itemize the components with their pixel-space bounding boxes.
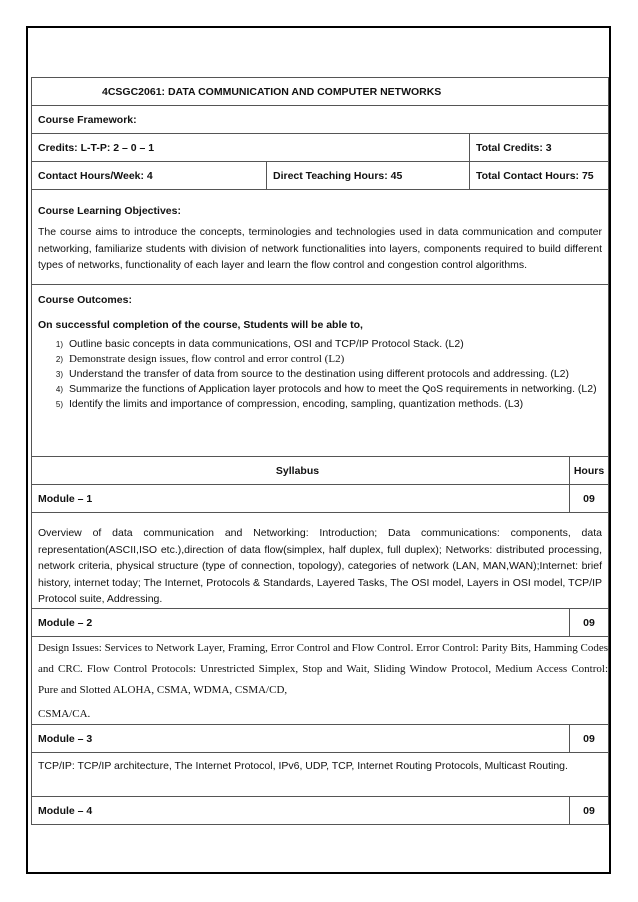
total-contact-hours: Total Contact Hours: 75	[469, 162, 608, 189]
total-credits: Total Credits: 3	[469, 134, 608, 161]
contact-hours-week: Contact Hours/Week: 4	[38, 169, 153, 182]
module-3-row	[31, 725, 609, 753]
module-1-row	[31, 485, 609, 513]
list-item: 5) Identify the limits and importance of compression, encoding, sampling, quantization methods. (L3)	[55, 398, 524, 410]
credits-row	[31, 134, 609, 162]
module-3-content: TCP/IP: TCP/IP architecture, The Internet Protocol, IPv6, UDP, TCP, Internet Routing Protocols, Multicast Routing.	[38, 760, 568, 772]
hours-row	[31, 162, 609, 190]
outcomes-section	[31, 285, 609, 457]
module-3-hours: 09	[569, 725, 608, 752]
module-2-content: Design Issues: Services to Network Layer, Framing, Error Control and Flow Control. Error Control: Parity Bits, Hamming Codes and CRC. Flow Control Protocols: Unrestricted Simplex, Stop and Wait, Sliding Window Protocol, Medium Access Control: Pure and Slotted ALOHA, CSMA, WDMA, CSMA/CD,	[38, 642, 608, 696]
hours-label: Hours	[569, 457, 608, 484]
syllabus-header-row	[31, 457, 609, 485]
direct-teaching-hours: Direct Teaching Hours: 45	[266, 162, 469, 189]
module-3-content-row	[31, 753, 609, 797]
module-2-hours: 09	[569, 609, 608, 636]
module-2-row	[31, 609, 609, 637]
objectives-text: The course aims to introduce the concepts, terminologies and technologies used in data communication and computer networking, familiarize students with division of network functionalities into layers, components required to build different types of networks, functionality of each layer and learn the flow control and congestion control algorithms.	[38, 226, 602, 272]
objectives-heading: Course Learning Objectives:	[38, 205, 181, 217]
outcomes-intro: On successful completion of the course, Students will be able to,	[38, 319, 363, 331]
module-1-content-row	[31, 513, 609, 609]
outcomes-heading: Course Outcomes:	[38, 294, 132, 306]
list-item: 1) Outline basic concepts in data communications, OSI and TCP/IP Protocol Stack. (L2)	[55, 338, 464, 350]
framework-row	[31, 106, 609, 134]
framework-label: Course Framework:	[38, 113, 137, 126]
list-item: 3) Understand the transfer of data from source to the destination using different protocols and addressing. (L2)	[55, 368, 570, 380]
module-2-content-cont: CSMA/CA.	[38, 708, 91, 720]
module-2-title: Module – 2	[38, 616, 93, 629]
module-1-title: Module – 1	[38, 492, 93, 505]
outcomes-list	[32, 337, 608, 412]
objectives-section	[31, 190, 609, 285]
module-1-hours: 09	[569, 485, 608, 512]
course-title-row	[31, 77, 609, 106]
module-3-title: Module – 3	[38, 732, 93, 745]
course-title: 4CSGC2061: DATA COMMUNICATION AND COMPUTER NETWORKS	[102, 85, 442, 98]
module-1-content: Overview of data communication and Networking: Introduction; Data communications: components, data representation(ASCII,ISO etc.),direction of data flow(simplex, half duplex, full duplex); Networks: distributed processing, network criteria, physical structure (type of connection, topology), categories of network (LAN, MAN,WAN);Internet: brief history, internet today; The Internet, Protocols & Standards, Layered Tasks, The OSI model, Layers in OSI model, TCP/IP Protocol suite, Addressing.	[38, 527, 602, 606]
module-4-hours: 09	[569, 797, 608, 824]
module-4-row	[31, 797, 609, 825]
course-document	[31, 77, 609, 825]
list-item: 4) Summarize the functions of Application layer protocols and how to meet the QoS requirements in networking. (L2)	[55, 383, 597, 395]
module-2-content-row	[31, 637, 609, 725]
list-item: 2) Demonstrate design issues, flow control and error control (L2)	[55, 353, 345, 365]
credits-ltp: Credits: L-T-P: 2 – 0 – 1	[38, 141, 155, 154]
syllabus-label: Syllabus	[275, 464, 320, 477]
module-4-title: Module – 4	[38, 804, 93, 817]
